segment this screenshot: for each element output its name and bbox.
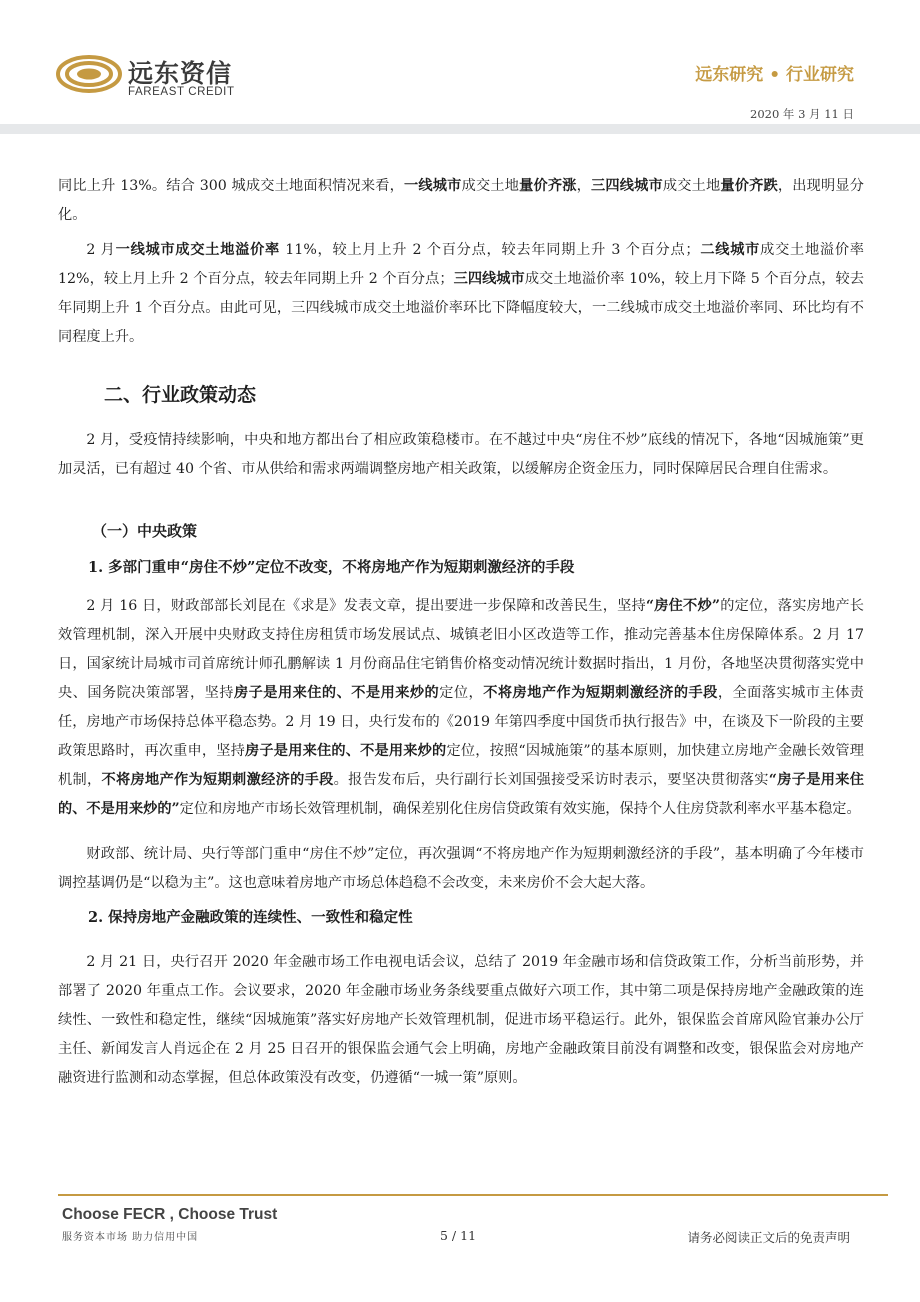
text-run: 成交土地溢价率 10%，较上月下降 5 个百分点，较去年同期上升 1 个百分点。由此可见，三四线城市成交土地溢价率环比下降幅度较大，一二线城市成交土地溢价率同、环比均有不同程度上升。: [58, 271, 864, 345]
paragraph-summary: [58, 840, 864, 898]
page-number: 5 / 11: [440, 1228, 477, 1243]
text-run: 成交土地溢价率 12%，较上月上升 2 个百分点，较去年同期上升 2 个百分点；: [58, 242, 864, 287]
bold-text-run: 二线城市: [699, 242, 761, 258]
paragraph-land-volume: [58, 172, 864, 230]
section-heading-policy: 二、行业政策动态: [104, 384, 257, 406]
bold-text-run: 一线城市成交土地溢价率: [115, 242, 280, 258]
paragraph-financial-policy: [58, 948, 864, 1093]
item-heading-1: 1. 多部门重申“房住不炒”定位不改变，不将房地产作为短期刺激经济的手段: [88, 559, 575, 576]
paragraph-policy-intro: [58, 426, 864, 484]
report-date: 2020 年 3 月 11 日: [750, 107, 854, 121]
bold-text-run: 量价齐跌: [720, 178, 778, 194]
item-heading-2: 2. 保持房地产金融政策的连续性、一致性和稳定性: [88, 909, 413, 926]
text-run: 财政部、统计局、央行等部门重申“房住不炒”定位，再次强调“不将房地产作为短期刺激经济的手段”，基本明确了今年楼市调控基调仍是“以稳为主”。这也意味着房地产市场总体趋稳不会改变，未来房价不会大起大落。: [58, 846, 864, 891]
bold-text-run: 量价齐涨: [519, 178, 577, 194]
bold-text-run: 房子是用来住的、不是用来炒的: [233, 685, 440, 701]
text-run: 定位，: [439, 685, 484, 701]
bold-text-run: 不将房地产作为短期刺激经济的手段: [483, 685, 718, 701]
text-run: 成交土地: [662, 178, 721, 194]
text-run: 定位，按照“因城施策”的基本原则，加快建立房地产金融长效管理机制，: [58, 743, 864, 788]
fareast-logo-icon: [56, 54, 122, 94]
paragraph-land-premium: [58, 236, 864, 352]
text-run: 的定位，落实房地产长效管理机制，深入开展中央财政支持住房租赁市场发展试点、城镇老旧小区改造等工作，推动完善基本住房保障体系。2 月 17 日，国家统计局城市司首席统计师孔鹏解读 1 月份商品住宅销售价格变动情况统计数据时指出，1 月份，各地坚决贯彻落实党中央、国务院决策部署，坚持: [58, 598, 864, 701]
footer-disclaimer: 请务必阅读正文后的免责声明: [687, 1230, 850, 1245]
bold-text-run: 三四线城市: [453, 271, 525, 287]
text-run: 2 月，受疫情持续影响，中央和地方都出台了相应政策稳楼市。在不越过中央“房住不炒”底线的情况下，各地“因城施策”更加灵活，已有超过 40 个省、市从供给和需求两端调整房地产相关政策，以缓解房企资金压力，同时保障居民合理自住需求。: [58, 432, 864, 477]
page-header: [0, 0, 920, 140]
bold-text-run: “房住不炒”: [645, 598, 721, 614]
text-run: 2 月: [86, 242, 116, 258]
text-run: ，全面落实城市主体责任，房地产市场保持总体平稳态势。2 月 19 日，央行发布的《2019 年第四季度中国货币执行报告》中，在谈及下一阶段的主要政策思路时，再次重申，坚持: [58, 685, 864, 759]
footer-divider: [58, 1194, 888, 1196]
header-band: [0, 124, 920, 134]
text-run: 成交土地: [461, 178, 520, 194]
text-run: ，出现明显分化。: [58, 178, 864, 223]
text-run: 同比上升 13%。结合 300 城成交土地面积情况来看，: [58, 178, 405, 194]
bold-text-run: 不将房地产作为短期刺激经济的手段: [101, 772, 334, 788]
subsection-heading-central: （一）中央政策: [92, 522, 198, 540]
bold-text-run: “房子是用来住的、不是用来炒的”: [58, 772, 864, 817]
paragraph-central-departments: [58, 592, 864, 824]
footer-subslogan: 服务资本市场 助力信用中国: [62, 1232, 199, 1243]
logo-chinese-name: 远东资信: [128, 59, 233, 88]
text-run: 。报告发布后，央行副行长刘国强接受采访时表示，要坚决贯彻落实: [333, 772, 769, 788]
text-run: ，: [576, 178, 591, 194]
text-run: 定位和房地产市场长效管理机制，确保差别化住房信贷政策有效实施，保持个人住房贷款利率水平基本稳定。: [179, 801, 861, 817]
bold-text-run: 三四线城市: [590, 178, 663, 194]
bold-text-run: 一线城市: [404, 178, 462, 194]
text-run: 11%，较上月上升 2 个百分点，较去年同期上升 3 个百分点；: [280, 242, 700, 258]
footer-slogan: Choose FECR , Choose Trust: [62, 1206, 278, 1223]
report-category: 远东研究 • 行业研究: [695, 65, 854, 85]
bold-text-run: 房子是用来住的、不是用来炒的: [245, 743, 447, 759]
logo-english-name: FAREAST CREDIT: [128, 86, 235, 98]
text-run: 2 月 21 日，央行召开 2020 年金融市场工作电视电话会议，总结了 2019 年金融市场和信贷政策工作，分析当前形势，并部署了 2020 年重点工作。会议要求，2020 年金融市场业务条线要重点做好六项工作，其中第二项是保持房地产金融政策的连续性、一致性和稳定性，继续“因城施策”落实好房地产长效管理机制，促进市场平稳运行。此外，银保监会首席风险官兼办公厅主任、新闻发言人肖远企在 2 月 25 日召开的银保监会通气会上明确，房地产金融政策目前没有调整和改变，银保监会对房地产融资进行监测和动态掌握，但总体政策没有改变，仍遵循“一城一策”原则。: [58, 954, 864, 1086]
text-run: 2 月 16 日，财政部部长刘昆在《求是》发表文章，提出要进一步保障和改善民生，坚持: [86, 598, 646, 614]
